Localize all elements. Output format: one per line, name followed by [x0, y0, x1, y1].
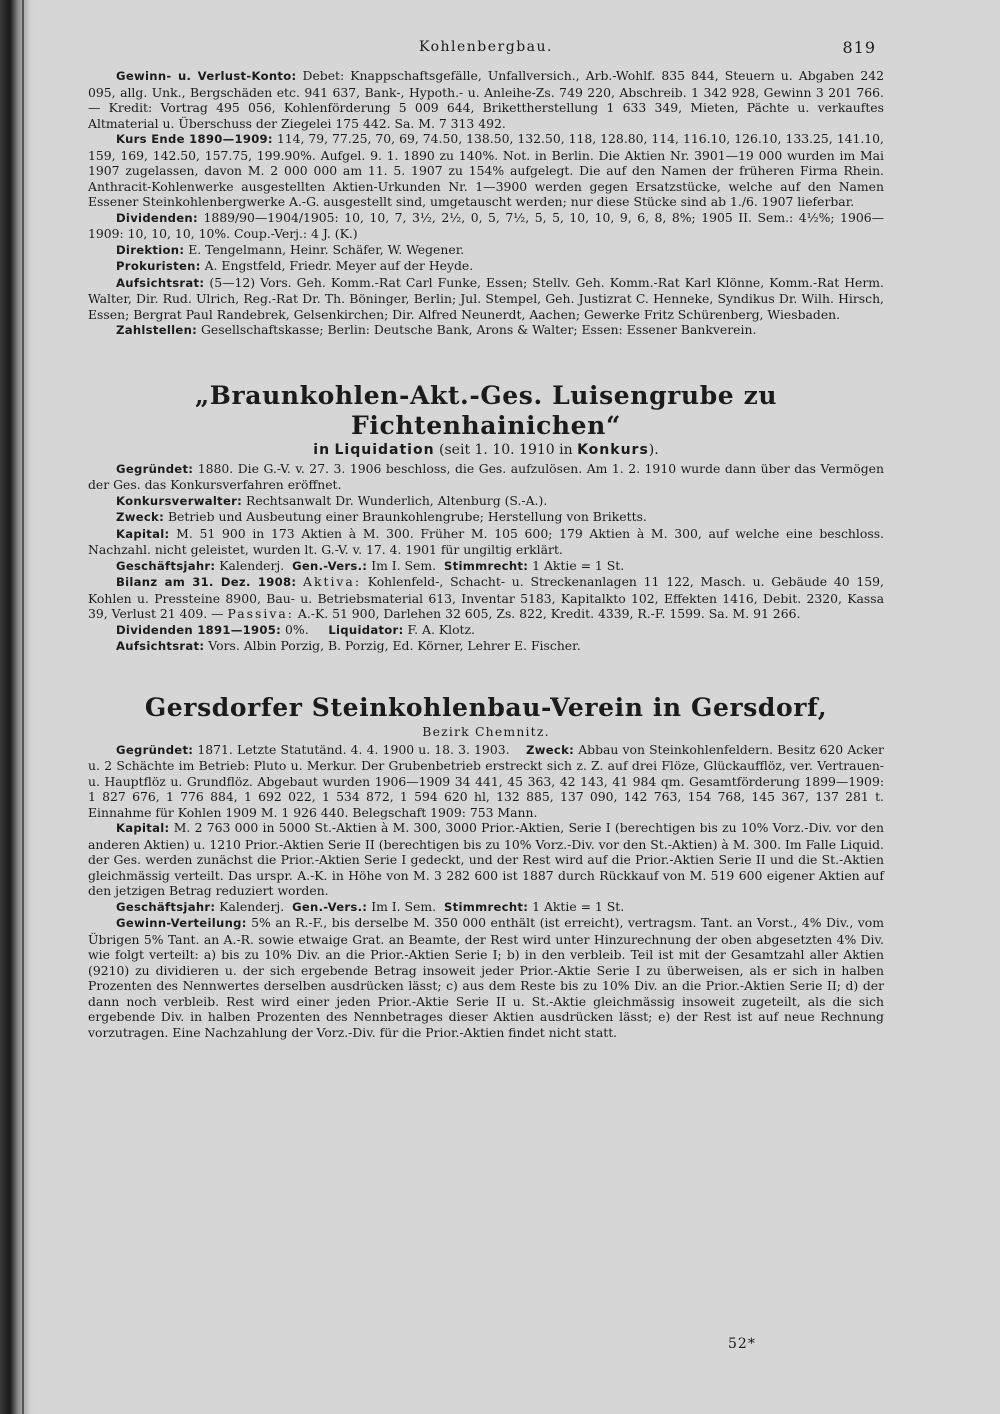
- gewinn-paragraph: [88, 68, 884, 131]
- luisengrube-title: „Braunkohlen-Akt.-Ges. Luisengrube zu Fichtenhainichen“: [194, 380, 778, 440]
- signature-mark: 52*: [728, 1336, 756, 1352]
- lg-liquidator-text: F. A. Klotz.: [407, 621, 475, 637]
- lg-bilanz-aktiva-text: Kohlenfeld-, Schacht- u. Streckenanlagen 11 122, Masch. u. Gebäude 40 159, Kohlen u. Pressteine 8900, Bau- u. Betriebsmaterial 613, Inventar 5183, Kapitalkto 102, Effekten 1416, Debit. 2320, Kassa 39, Verlust 21 409. —: [88, 574, 884, 621]
- continued-entry: [88, 68, 884, 339]
- dividenden-paragraph: [88, 210, 884, 242]
- gd-genvers-text: Im I. Sem.: [371, 898, 437, 914]
- lg-bilanz-passiva-text: A.-K. 51 900, Darlehen 32 605, Zs. 822, Kredit. 4339, R.-F. 1599. Sa. M. 91 266.: [297, 606, 801, 621]
- luisengrube-subtitle: [88, 441, 884, 459]
- prokuristen-label: Prokuristen:: [116, 259, 201, 273]
- lg-kapital-label: Kapital:: [116, 526, 170, 541]
- lg-aufsichtsrat-label: Aufsichtsrat:: [116, 639, 205, 653]
- gd-gewinnverteilung-paragraph: [88, 915, 884, 1040]
- gd-gewinnverteilung-text: 5% an R.-F., bis derselbe M. 350 000 enthält (ist erreicht), vertragsm. Tant. an Vorst., 4% Div., vom Übrigen 5% Tant. an A.-R. sowie etwaige Grat. an Beamte, der Rest wird unter Hinzurechnung der oben abgesetzten 4% Div. wie folgt verteilt: a) bis zu 10% Div. an die Prior.-Aktien Serie I; b) in den verbleib. Teil ist mit der Gesamtzahl aller Aktien (9210) zu dividieren u. der sich ergebende Betrag insoweit jeder Prior.-Aktie Serie I zu überweisen, als er sich in halben Prozenten des Nennwertes derselben ausdrücken lässt; c) aus dem Reste bis zu 10% Div. an die Prior.-Aktien Serie II; d) der dann noch verbleib. Rest wird einer jeden Prior.-Aktie Serie II u. St.-Aktie gleichmässig insoweit zugeteilt, als die sich ergebende Div. in halben Prozenten des Nennbetrages dieser Aktien ausdrücken lässt; e) der Rest ist auf neue Rechnung vorzutragen. Eine Nachzahlung der Vorz.-Div. für die Prior.-Aktien findet nicht statt.: [88, 915, 884, 1040]
- lg-dividenden-text: 0%.: [285, 621, 309, 637]
- gd-genvers-label: Gen.-Vers.:: [292, 899, 368, 914]
- lg-gegruendet-text: 1880. Die G.-V. v. 27. 3. 1906 beschloss, die Ges. aufzulösen. Am 1. 2. 1910 wurde dann über das Vermögen der Ges. das Konkursverfahren eröffnet.: [88, 460, 884, 492]
- section-luisengrube: [88, 381, 884, 655]
- gd-gegruendet-label: Gegründet:: [116, 742, 194, 757]
- gd-kapital-label: Kapital:: [116, 821, 170, 835]
- gd-gewinnverteilung-label: Gewinn-Verteilung:: [116, 916, 247, 930]
- lg-aufsichtsrat-text: Vors. Albin Porzig, B. Porzig, Ed. Körner, Lehrer E. Fischer.: [208, 638, 581, 653]
- scan-fold-line: [22, 0, 24, 1414]
- subtitle-konkurs: Konkurs: [577, 441, 649, 458]
- lg-gegruendet-paragraph: [88, 461, 884, 493]
- subtitle-end: ).: [648, 441, 659, 458]
- running-header: [88, 40, 884, 68]
- lg-liquidator-label: Liquidator:: [328, 622, 404, 637]
- lg-zweck-text: Betrieb und Ausbeutung einer Braunkohlengrube; Herstellung von Briketts.: [167, 509, 647, 524]
- lg-konkursverwalter-paragraph: [88, 493, 884, 510]
- gd-zweck-label: Zweck:: [526, 742, 575, 757]
- lg-zweck-label: Zweck:: [116, 510, 164, 524]
- dividenden-label: Dividenden:: [116, 210, 198, 225]
- lg-bilanz-label: Bilanz am 31. Dez. 1908:: [116, 575, 297, 589]
- lg-stimmrecht-text: 1 Aktie = 1 St.: [532, 557, 625, 573]
- lg-aufsichtsrat-paragraph: [88, 638, 884, 655]
- lg-konkursverwalter-label: Konkursverwalter:: [116, 493, 243, 508]
- page-number: 819: [842, 38, 876, 57]
- gd-kapital-paragraph: [88, 820, 884, 899]
- lg-geschaeftsjahr-label: Geschäftsjahr:: [116, 558, 216, 573]
- lg-geschaeftsjahr-paragraph: [88, 558, 884, 575]
- subtitle-in: in: [313, 441, 331, 458]
- gd-geschaeftsjahr-paragraph: [88, 899, 884, 916]
- dividenden-text: 1889/90—1904/1905: 10, 10, 7, 3½, 2½, 0, 5, 7½, 5, 5, 10, 10, 9, 6, 8, 8%; 1905 II. Sem.: 4½%; 1906—1909: 10, 10, 10, 10%. Coup.-Verj.: 4 J. (K.): [88, 209, 884, 241]
- subtitle-seit: (seit 1. 10. 1910 in: [439, 441, 573, 458]
- lg-kapital-text: M. 51 900 in 173 Aktien à M. 300. Früher M. 105 600; 179 Aktien à M. 300, auf welche eine beschloss. Nachzahl. nicht geleistet, wurden lt. G.-V. v. 17. 4. 1901 für ungiltig erklärt.: [88, 525, 884, 557]
- lg-dividenden-paragraph: [88, 622, 884, 639]
- document-page: [88, 40, 884, 1040]
- gd-zweck-text: Abbau von Steinkohlenfeldern. Besitz 620 Acker u. 2 Schächte im Betrieb: Pluto u. Merkur. Der Grubenbetrieb erstreckt sich z. Z. auf drei Flöze, Glückaufflöz, ver. Vertrauen- u. Hauptflöz u. Grundflöz. Abgebaut wurden 1906—1909 34 441, 45 363, 42 143, 41 984 qm. Gesamtförderung 1899—1909: 1 827 676, 1 776 884, 1 692 022, 1 534 872, 1 594 620 hl, 132 885, 137 090, 142 763, 154 768, 145 367, 137 281 t. Einnahme für Kohlen 1909 M. 1 926 440. Belegschaft 1909: 753 Mann.: [88, 741, 884, 820]
- gd-geschaeftsjahr-text: Kalenderj.: [219, 898, 285, 914]
- lg-genvers-label: Gen.-Vers.:: [292, 558, 368, 573]
- aufsichtsrat-text: (5—12) Vors. Geh. Komm.-Rat Carl Funke, Essen; Stellv. Geh. Komm.-Rat Karl Klönne, Komm.-Rat Herm. Walter, Dir. Rud. Ulrich, Reg.-Rat Dr. Th. Böninger, Berlin; Jul. Stempel, Geh. Justizrat C. Henneke, Syndikus Dr. Wilh. Hirsch, Essen; Bergrat Paul Randebrek, Gelsenkirchen; Dir. Alfred Neunerdt, Aachen; Gewerke Fritz Schürenberg, Wiesbaden.: [88, 274, 884, 322]
- lg-genvers-text: Im I. Sem.: [371, 557, 437, 573]
- kurs-paragraph: [88, 131, 884, 210]
- lg-bilanz-paragraph: [88, 574, 884, 622]
- gewinn-text: Debet: Knappschaftsgefälle, Unfallversich., Arb.-Wohlf. 835 844, Steuern u. Abgaben 242 095, allg. Unk., Bergschäden etc. 941 637, Bank-, Hypoth.- u. Anleihe-Zs. 749 220, Abschreib. 1 342 928, Gewinn 3 201 766. — Kredit: Vortrag 495 056, Kohlenförderung 5 009 644, Brikettherstellung 1 633 349, Mieten, Pächte u. verkauftes Altmaterial u. Überschuss der Ziegelei 175 442. Sa. M. 7 313 492.: [88, 68, 884, 131]
- direktion-paragraph: [88, 242, 884, 259]
- aufsichtsrat-paragraph: [88, 275, 884, 323]
- zahlstellen-label: Zahlstellen:: [116, 323, 198, 337]
- zahlstellen-paragraph: [88, 322, 884, 339]
- lg-konkursverwalter-text: Rechtsanwalt Dr. Wunderlich, Altenburg (S.-A.).: [246, 492, 548, 508]
- lg-kapital-paragraph: [88, 526, 884, 558]
- aufsichtsrat-label: Aufsichtsrat:: [116, 275, 205, 290]
- gd-stimmrecht-label: Stimmrecht:: [443, 899, 529, 914]
- gersdorf-title: Gersdorfer Steinkohlenbau-Verein in Gersdorf,: [144, 692, 828, 722]
- gd-kapital-text: M. 2 763 000 in 5000 St.-Aktien à M. 300, 3000 Prior.-Aktien, Serie I (berechtigen bis zu 10% Vorz.-Div. vor den anderen Aktien) u. 1210 Prior.-Aktien Serie II (berechtigen bis zu 10% Vorz.-Div. vor den St.-Aktien) à M. 300. Im Falle Liquid. der Ges. werden zunächst die Prior.-Aktien Serie I gedeckt, und der Rest wird auf die Prior.-Aktien Serie II und die St.-Aktien gleichmässig verteilt. Das urspr. A.-K. in Höhe von M. 3 282 600 ist 1887 durch Rückkauf von M. 519 600 eigener Aktien auf den jetzigen Betrag reduziert worden.: [88, 820, 884, 898]
- subtitle-liquidation: Liquidation: [334, 441, 435, 458]
- scan-binding-edge: [0, 0, 34, 1414]
- lg-stimmrecht-label: Stimmrecht:: [443, 558, 529, 573]
- zahlstellen-text: Gesellschaftskasse; Berlin: Deutsche Bank, Arons & Walter; Essen: Essener Bankverein.: [201, 322, 757, 337]
- gd-stimmrecht-text: 1 Aktie = 1 St.: [532, 898, 625, 914]
- lg-geschaeftsjahr-text: Kalenderj.: [219, 557, 285, 573]
- kurs-text: 114, 79, 77.25, 70, 69, 74.50, 138.50, 132.50, 118, 128.80, 114, 116.10, 126.10, 133.25, 141.10, 159, 169, 142.50, 157.75, 199.90%. Aufgel. 9. 1. 1890 zu 140%. Not. in Berlin. Die Aktien Nr. 3901—19 000 wurden im Mai 1907 zugelassen, davon M. 2 000 000 am 11. 5. 1907 zu 154% aufgelegt. Die auf den Namen der früheren Firma Rhein. Anthracit-Kohlenwerke ausgestellten Aktien-Urkunden Nr. 1—3900 werden gegen Ersatzstücke, welche auf den Namen Essener Steinkohlenbergwerke A.-G. ausgestellt sind, umgetauscht werden; nur diese Stücke sind ab 1./6. 1907 lieferbar.: [88, 131, 885, 209]
- section-gersdorf: [88, 693, 884, 1041]
- running-header-title: Kohlenbergbau.: [419, 39, 553, 55]
- prokuristen-paragraph: [88, 258, 884, 275]
- gd-gegruendet-text: 1871. Letzte Statutänd. 4. 4. 1900 u. 18. 3. 1903.: [197, 741, 510, 757]
- prokuristen-text: A. Engstfeld, Friedr. Meyer auf der Heyde.: [204, 258, 474, 273]
- direktion-text: E. Tengelmann, Heinr. Schäfer, W. Wegener.: [188, 241, 465, 257]
- lg-zweck-paragraph: [88, 509, 884, 526]
- gewinn-label: Gewinn- u. Verlust-Konto:: [116, 69, 297, 83]
- gd-gegruendet-paragraph: [88, 742, 884, 821]
- gersdorf-district: Bezirk Chemnitz.: [422, 723, 550, 739]
- gd-geschaeftsjahr-label: Geschäftsjahr:: [116, 899, 216, 914]
- lg-dividenden-label: Dividenden 1891—1905:: [116, 622, 282, 637]
- direktion-label: Direktion:: [116, 242, 185, 257]
- kurs-label: Kurs Ende 1890—1909:: [116, 132, 273, 146]
- lg-bilanz-aktiva-word: Aktiva:: [303, 574, 361, 589]
- lg-bilanz-passiva-word: Passiva:: [227, 606, 294, 621]
- lg-gegruendet-label: Gegründet:: [116, 461, 194, 476]
